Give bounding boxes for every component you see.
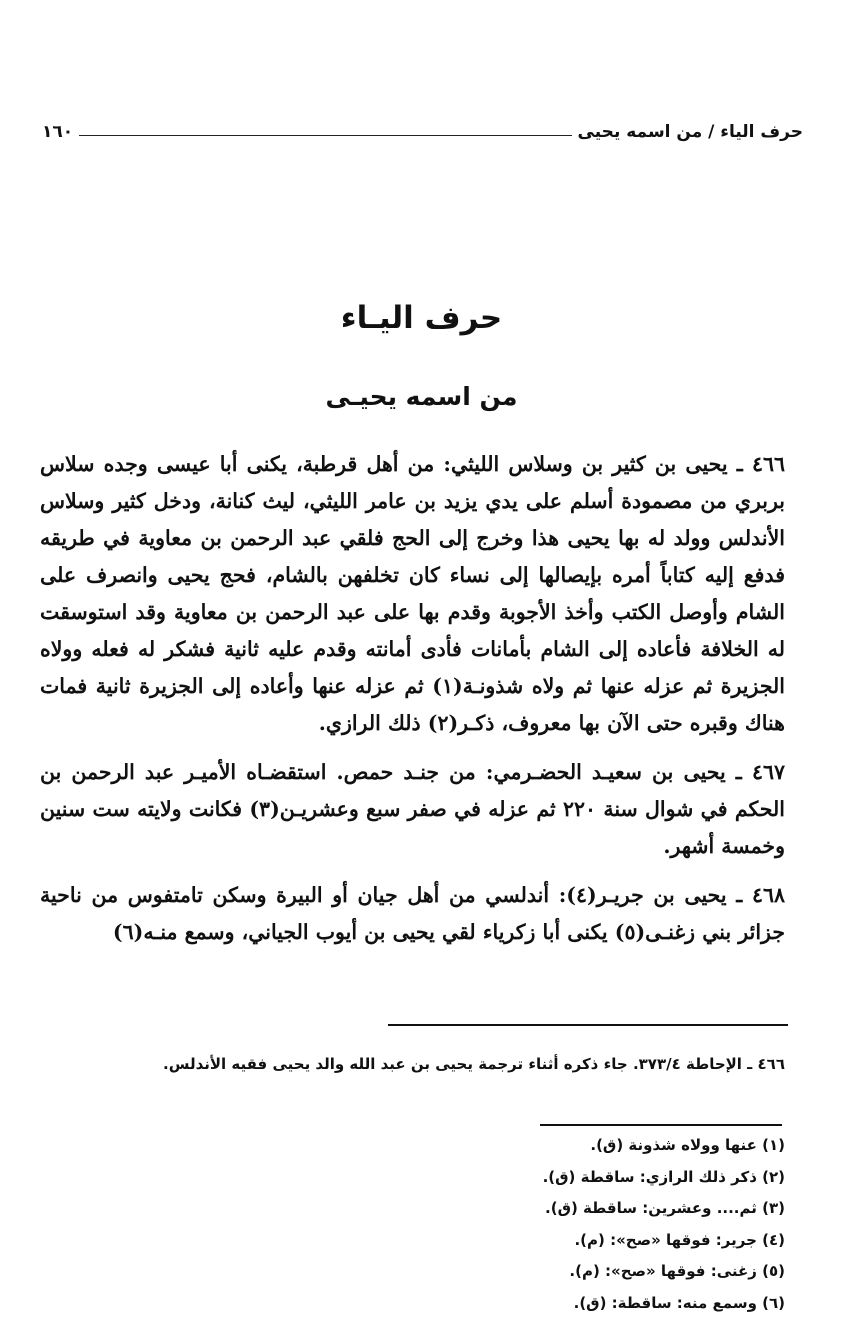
- footnote-item: (١) عنها وولاه شذونة (ق).: [590, 1136, 785, 1154]
- footnote-list: [385, 1130, 785, 1319]
- source-note: ٤٦٦ ـ الإحاطة ٣٧٣/٤. جاء ذكره أثناء ترجمة يحيى بن عبد الله والد يحيى فقيه الأندلس.: [163, 1055, 785, 1073]
- main-text: [40, 446, 785, 963]
- notes-separator: [540, 1124, 782, 1126]
- running-header-title: حرف الياء / من اسمه يحيى: [577, 122, 803, 142]
- footnote-item: (٢) ذكر ذلك الرازي: ساقطة (ق).: [542, 1167, 785, 1186]
- footnote-item: (٦) وسمع منه: ساقطة: (ق).: [573, 1293, 785, 1312]
- page-number: ١٦٠: [42, 122, 74, 142]
- entry-468: ٤٦٨ ـ يحيى بن جريـر(٤): أندلسي من أهل جيان أو البيرة وسكن تامتفوس من ناحية جزائر بني زغنـى(٥) يكنى أبا زكرياء لقي يحيى بن أيوب الجياني، وسمع منـه(٦): [40, 883, 786, 944]
- running-header: [36, 112, 803, 142]
- footnote-separator: [388, 1024, 788, 1026]
- chapter-title: حرف اليـاء: [340, 300, 503, 336]
- entry-467: ٤٦٧ ـ يحيى بن سعيـد الحضـرمي: من جنـد حمص. استقضـاه الأميـر عبد الرحمن بن الحكم في شوال سنة ٢٢٠ ثم عزله في صفر سبع وعشريـن(٣) فكانت ولايته ست سنين وخمسة أشهر.: [40, 760, 785, 858]
- footnote-item: (٤) جرير: فوقها «صح»: (م).: [574, 1230, 785, 1249]
- header-rule: [79, 135, 571, 136]
- entry-466: ٤٦٦ ـ يحيى بن كثير بن وسلاس الليثي: من أهل قرطبة، يكنى أبا عيسى وجده سلاس بربري من مصمودة أسلم على يدي يزيد بن عامر الليثي، ليث كنانة، ودخل كثير وسلاس الأندلس وولد له بها يحيى هذا وخرج إلى الحج فلقي عبد الرحمن بن معاوية في طريقه فدفع إليه كتاباً أمره بإيصالها إلى نساء كان تخلفهن بالشام، فحج يحيى وانصرف على الشام وأوصل الكتب وأخذ الأجوبة وقدم بها على عبد الرحمن بن معاوية وقد استوسقت له الخلافة فأعاده إلى الشام بأمانات فأدى أمانته وقدم عليه ثانية فشكر له فعله وولاه الجزيرة ثم عزله عنها ثم ولاه شذونـة(١) ثم عزله عنها وأعاده إلى الجزيرة ثانية فمات هناك وقبره حتى الآن بها معروف، ذكـر(٢) ذلك الرازي.: [40, 452, 785, 735]
- footnote-item: (٣) ثم.... وعشرين: ساقطة (ق).: [545, 1199, 785, 1217]
- section-title: من اسمه يحيـى: [325, 382, 518, 411]
- footnote-item: (٥) زغنى: فوقها «صح»: (م).: [569, 1262, 785, 1280]
